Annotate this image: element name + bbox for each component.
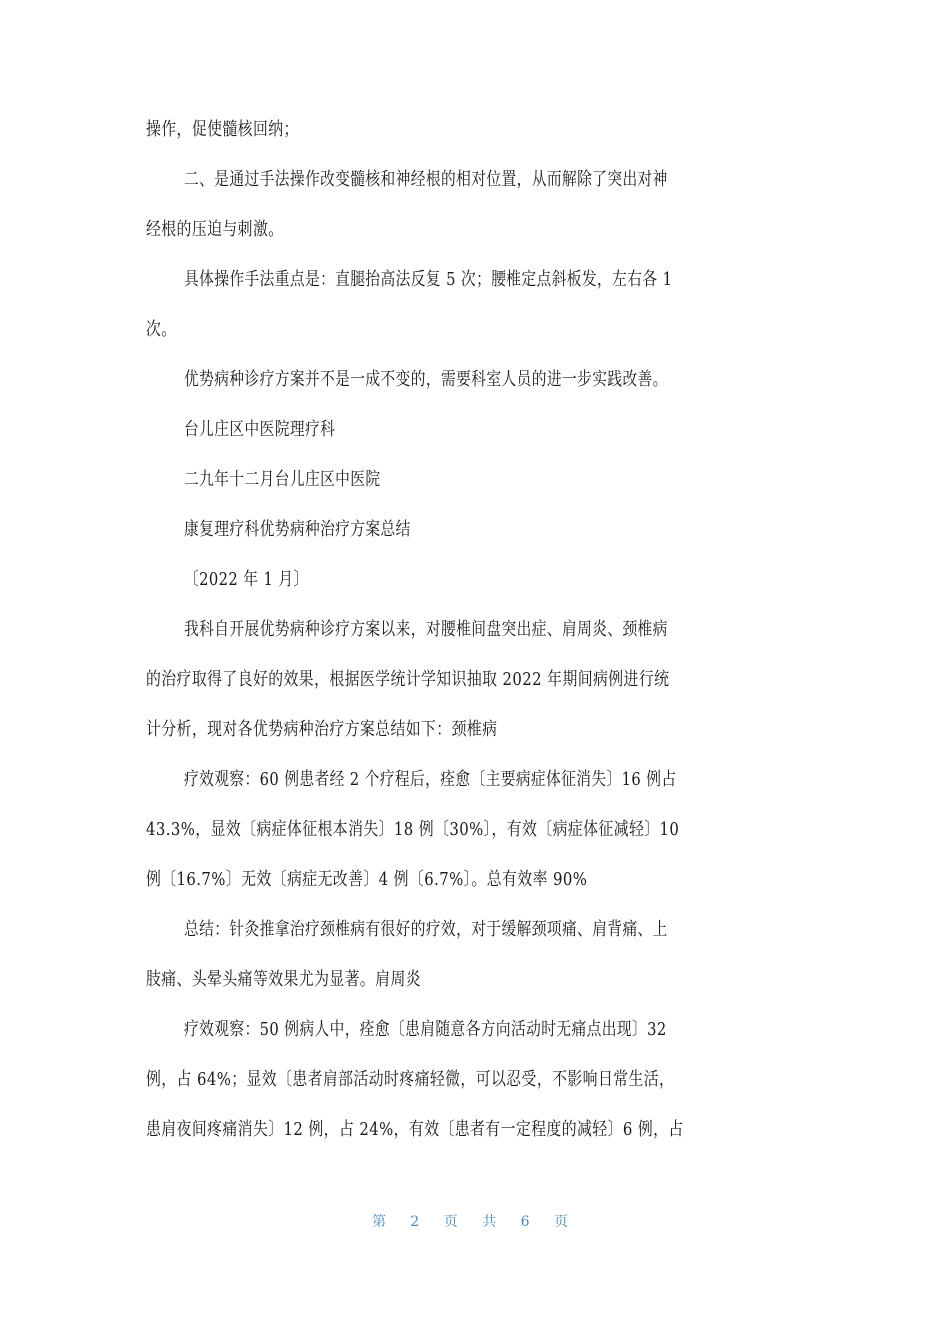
text-line: 计分析，现对各优势病种治疗方案总结如下：颈椎病 <box>146 719 498 740</box>
text-line: 二、是通过手法操作改变髓核和神经根的相对位置，从而解除了突出对神 <box>184 169 668 190</box>
section-title: 康复理疗科优势病种治疗方案总结 <box>184 519 411 540</box>
text-line: 例，占 64%；显效〔患者肩部活动时疼痛轻微，可以忍受，不影响日常生活， <box>146 1069 675 1090</box>
text-line: 次。 <box>146 319 177 340</box>
text-line: 疗效观察：60 例患者经 2 个疗程后，痊愈〔主要病症体征消失〕16 例占 <box>184 769 677 790</box>
text-line: 疗效观察：50 例病人中，痊愈〔患肩随意各方向活动时无痛点出现〕32 <box>184 1019 667 1040</box>
text-line: 操作，促使髓核回纳； <box>146 119 299 140</box>
date-line: 〔2022 年 1 月〕 <box>184 569 309 590</box>
text-line: 台儿庄区中医院理疗科 <box>184 419 336 440</box>
text-line: 经根的压迫与刺激。 <box>146 219 284 240</box>
page-number-footer: 第 2 页 共 6 页 <box>371 1214 579 1230</box>
text-line: 优势病种诊疗方案并不是一成不变的，需要科室人员的进一步实践改善。 <box>184 369 668 390</box>
text-line: 总结：针灸推拿治疗颈椎病有很好的疗效，对于缓解颈项痛、肩背痛、上 <box>184 919 668 940</box>
text-line: 二九年十二月台儿庄区中医院 <box>184 469 381 490</box>
text-line: 43.3%，显效〔病症体征根本消失〕18 例〔30%〕，有效〔病症体征减轻〕10 <box>146 819 680 840</box>
text-line: 具体操作手法重点是：直腿抬高法反复 5 次；腰椎定点斜板发，左右各 1 <box>184 269 673 290</box>
text-line: 的治疗取得了良好的效果，根据医学统计学知识抽取 2022 年期间病例进行统 <box>146 669 670 690</box>
text-line: 肢痛、头晕头痛等效果尤为显著。肩周炎 <box>146 969 422 990</box>
text-line: 我科自开展优势病种诊疗方案以来，对腰椎间盘突出症、肩周炎、颈椎病 <box>184 619 668 640</box>
text-line: 患肩夜间疼痛消失〕12 例，占 24%，有效〔患者有一定程度的减轻〕6 例，占 <box>146 1119 684 1140</box>
text-line: 例〔16.7%〕无效〔病症无改善〕4 例〔6.7%〕。总有效率 90% <box>146 869 588 890</box>
